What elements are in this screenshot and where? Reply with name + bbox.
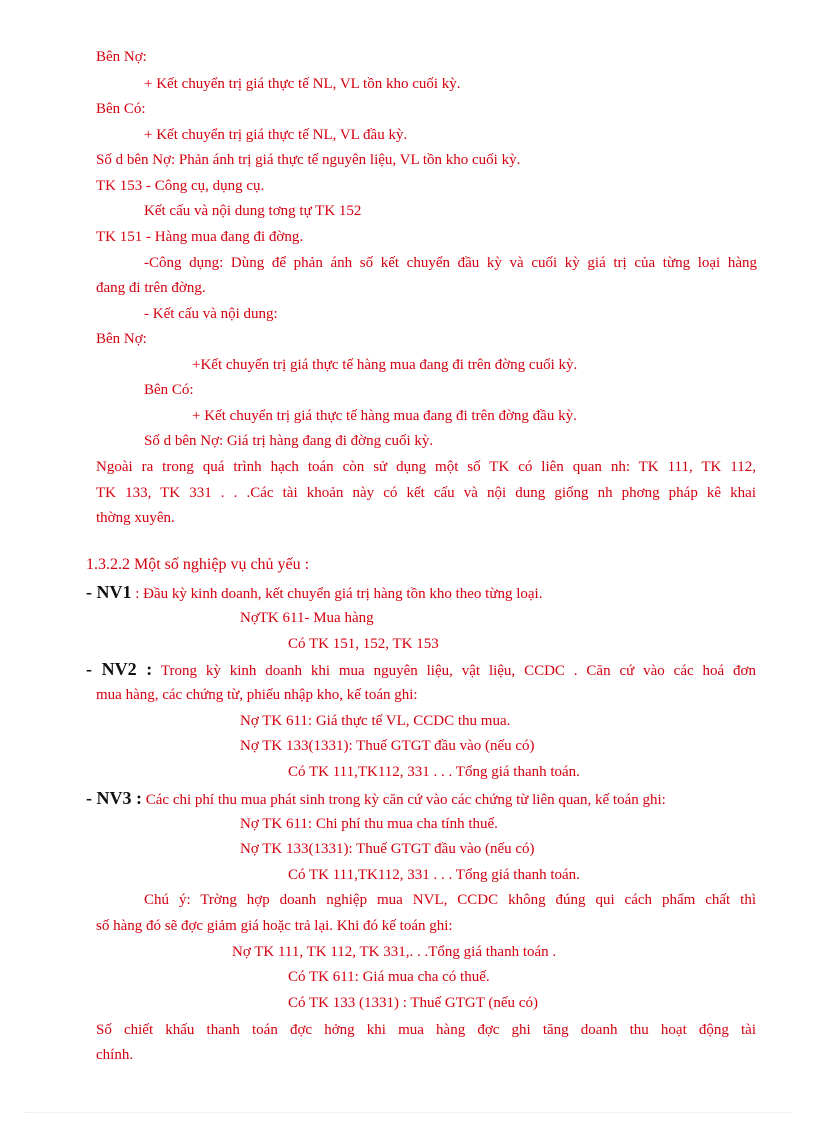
section-heading: 1.3.2.2 Một số nghiệp vụ chủ yếu : xyxy=(86,556,310,573)
nv2-label: - NV2 : xyxy=(86,659,153,679)
nv2-entry: Nợ TK 133(1331): Thuế GTGT đầu vào (nếu có) xyxy=(240,738,535,754)
note-line: số hàng đó sẽ đợc giảm giá hoặc trả lại. Khi đó kế toán ghi: xyxy=(96,918,453,934)
text-line: Bên Nợ: xyxy=(96,49,147,65)
nv3-entry: Nợ TK 611: Chi phí thu mua cha tính thuế. xyxy=(240,816,498,832)
text-line: +Kết chuyển trị giá thực tế hàng mua đang đi trên đờng cuối kỳ. xyxy=(192,357,578,373)
text-line: TK 133, TK 331 . . .Các tài khoản này có kết cấu và nội dung giống nh phơng pháp kê khai xyxy=(96,485,756,501)
nv3-entry: Nợ TK 133(1331): Thuế GTGT đầu vào (nếu có) xyxy=(240,841,535,857)
nv1-text: : Đầu kỳ kinh doanh, kết chuyển giá trị hàng tồn kho theo từng loại. xyxy=(131,586,543,602)
text-line: Bên Có: xyxy=(144,382,194,398)
note-entry: Có TK 133 (1331) : Thuế GTGT (nếu có) xyxy=(288,995,538,1011)
final-line: chính. xyxy=(96,1047,134,1063)
nv2-entry: Có TK 111,TK112, 331 . . . Tổng giá thanh toán. xyxy=(288,764,580,780)
text-line: Kết cấu và nội dung tơng tự TK 152 xyxy=(144,203,362,219)
text-line: + Kết chuyển trị giá thực tế NL, VL tồn kho cuối kỳ. xyxy=(144,76,461,92)
nv2-line xyxy=(86,660,756,680)
text-line: TK 153 - Công cụ, dụng cụ. xyxy=(96,178,265,194)
text-line: + Kết chuyển trị giá thực tế NL, VL đầu kỳ. xyxy=(144,127,408,143)
nv2-entry: Nợ TK 611: Giá thực tế VL, CCDC thu mua. xyxy=(240,713,511,729)
nv3-line xyxy=(86,789,666,809)
nv3-label: - NV3 : xyxy=(86,788,142,808)
nv3-text: Các chi phí thu mua phát sinh trong kỳ căn cứ vào các chứng từ liên quan, kế toán ghi: xyxy=(142,792,666,808)
text-line: Số d bên Nợ: Phản ánh trị giá thực tế nguyên liệu, VL tồn kho cuối kỳ. xyxy=(96,152,521,168)
text-line: Bên Nợ: xyxy=(96,331,147,347)
text-line: Ngoài ra trong quá trình hạch toán còn sử dụng một số TK có liên quan nh: TK 111, TK 112, xyxy=(96,459,756,475)
text-line: Số d bên Nợ: Giá trị hàng đang đi đờng cuối kỳ. xyxy=(144,433,434,449)
nv2-text: Trong kỳ kinh doanh khi mua nguyên liệu, vật liệu, CCDC . Căn cứ vào các hoá đơn xyxy=(152,663,756,679)
text-line: - Kết cấu và nội dung: xyxy=(144,306,278,322)
final-line: Số chiết khấu thanh toán đợc hởng khi mua hàng đợc ghi tăng doanh thu hoạt động tài xyxy=(96,1022,756,1038)
text-line: thờng xuyên. xyxy=(96,510,175,526)
note-entry: Có TK 611: Giá mua cha có thuế. xyxy=(288,969,490,985)
nv1-entry: Có TK 151, 152, TK 153 xyxy=(288,636,439,652)
nv1-line xyxy=(86,583,542,603)
nv3-entry: Có TK 111,TK112, 331 . . . Tổng giá thanh toán. xyxy=(288,867,580,883)
text-line: TK 151 - Hàng mua đang đi đờng. xyxy=(96,229,304,245)
note-entry: Nợ TK 111, TK 112, TK 331,. . .Tổng giá thanh toán . xyxy=(232,944,557,960)
text-line: Bên Có: xyxy=(96,101,146,117)
text-line: đang đi trên đờng. xyxy=(96,280,206,296)
nv2-text-cont: mua hàng, các chứng từ, phiếu nhập kho, kế toán ghi: xyxy=(96,687,418,703)
page-bottom-divider xyxy=(24,1112,792,1113)
note-line: Chú ý: Trờng hợp doanh nghiệp mua NVL, CCDC không đúng qui cách phẩm chất thì xyxy=(144,892,756,908)
nv1-label: - NV1 xyxy=(86,582,132,602)
nv1-entry: NợTK 611- Mua hàng xyxy=(240,610,374,626)
text-line: + Kết chuyển trị giá thực tế hàng mua đang đi trên đờng đầu kỳ. xyxy=(192,408,577,424)
text-line: -Công dụng: Dùng để phản ánh số kết chuyển đầu kỳ và cuối kỳ giá trị của từng loại hàng xyxy=(144,255,757,271)
